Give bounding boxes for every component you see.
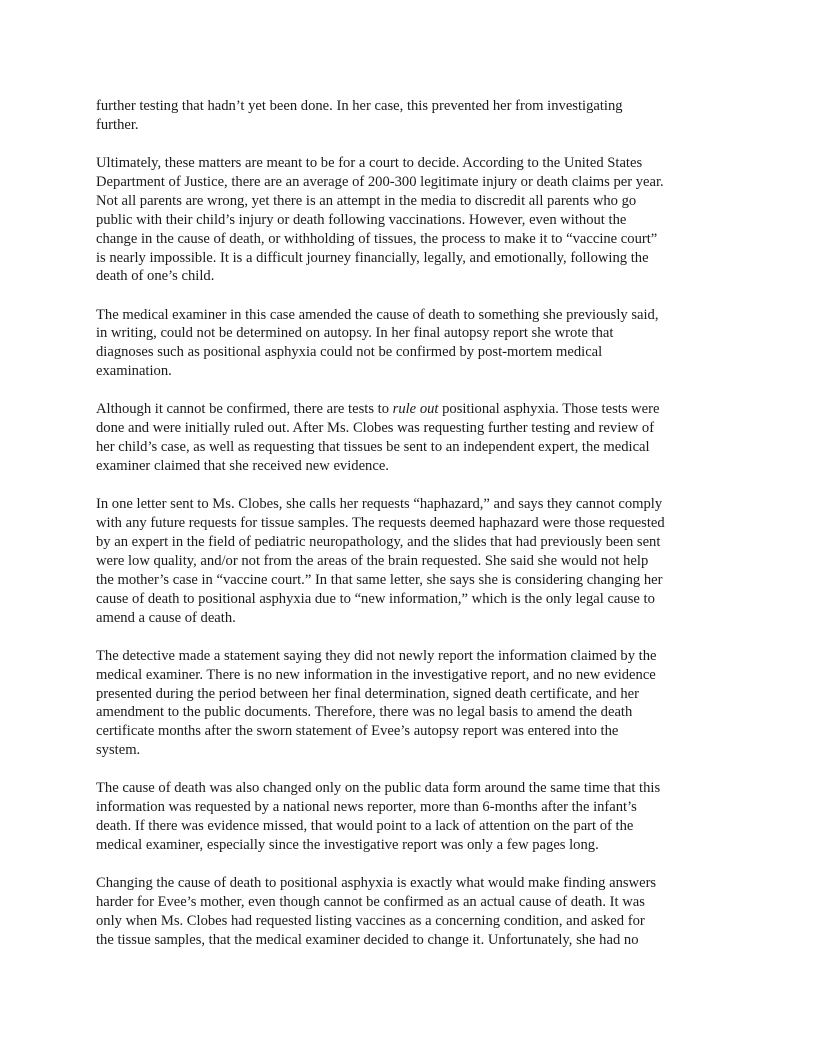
paragraph-6: The detective made a statement saying they did not newly report the information claimed by the medical examiner. There is no new information in the investigative report, and no new evidence presented during the period between her final determination, signed death certificate, and her amendment to the public documents. Therefore, there was no legal basis to amend the death certificate months after the sworn statement of Evee’s autopsy report was entered into the system. (96, 647, 657, 759)
paragraph-7: The cause of death was also changed only on the public data form around the same time that this information was requested by a national news reporter, more than 6-months after the infant’s death. If there was evidence missed, that would point to a lack of attention on the part of the medical examiner, especially since the investigative report was only a few pages long. (96, 780, 661, 854)
paragraph-5: In one letter sent to Ms. Clobes, she calls her requests “haphazard,” and says they cannot comply with any future requests for tissue samples. The requests deemed haphazard were those requested by an expert in the field of pediatric neuropathology, and the slides that had previously been sent were low quality, and/or not from the areas of the brain requested. She said she would not help the mother’s case in “vaccine court.” In that same letter, she says she is considering changing her cause of death to positional asphyxia due to “new information,” which is the only legal cause to amend a cause of death. (96, 496, 665, 626)
paragraph-1: further testing that hadn’t yet been done. In her case, this prevented her from investigating further. (96, 98, 623, 133)
paragraph-3: The medical examiner in this case amended the cause of death to something she previously said, in writing, could not be determined on autopsy. In her final autopsy report she wrote that diagnoses such as positional asphyxia could not be confirmed by post-mortem medical examination. (96, 306, 659, 380)
paragraph-4 (96, 400, 726, 476)
paragraph-4-emphasis: rule out (392, 401, 439, 418)
paragraph-2: Ultimately, these matters are meant to be for a court to decide. According to the United States Department of Justice, there are an average of 200-300 legitimate injury or death claims per year. Not all parents are wrong, yet there is an attempt in the media to discredit all parents who go public with their child’s injury or death following vaccinations. However, even without the change in the cause of death, or withholding of tissues, the process to make it to “vaccine court” is nearly impossible. It is a difficult journey financially, legally, and emotionally, following the death of one’s child. (96, 155, 664, 285)
document-page (96, 97, 726, 969)
paragraph-4-text-after: positional asphyxia. Those tests were done and were initially ruled out. After Ms. Clobes was requesting further testing and review of her child’s case, as well as requesting that tissues be sent to an independent expert, the medical examiner claimed that she received new evidence. (96, 401, 660, 475)
paragraph-8: Changing the cause of death to positional asphyxia is exactly what would make finding answers harder for Evee’s mother, even though cannot be confirmed as an actual cause of death. It was only when Ms. Clobes had requested listing vaccines as a concerning condition, and asked for the tissue samples, that the medical examiner decided to change it. Unfortunately, she had no (96, 875, 657, 948)
paragraph-4-text-before: Although it cannot be confirmed, there are tests to (96, 401, 393, 418)
